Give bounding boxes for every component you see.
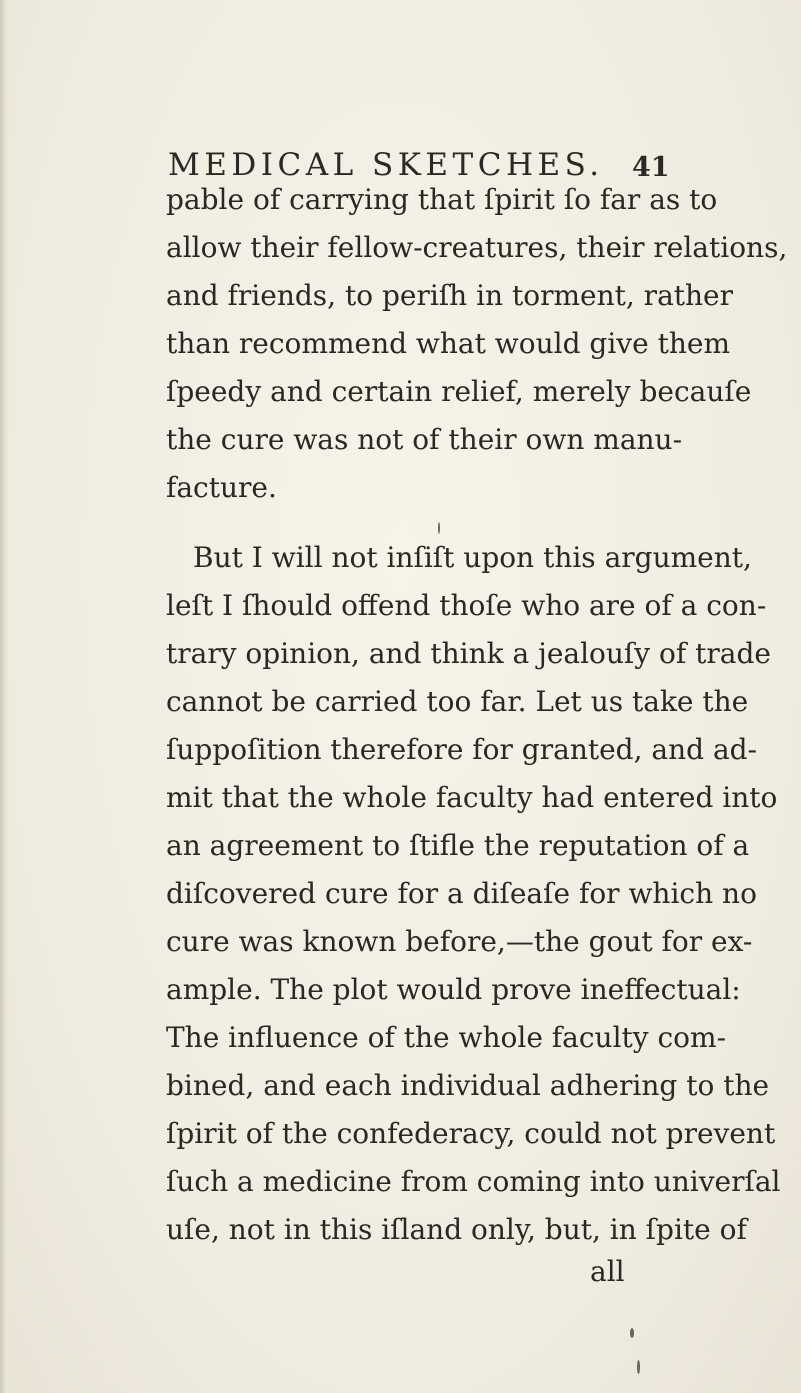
text-line: facture. [166, 471, 277, 504]
page-number: 41 [632, 152, 670, 183]
text-line: cure was known before,—the gout for ex- [166, 925, 753, 958]
text-line: an agreement to ſtifle the reputation of a [166, 829, 750, 862]
text-line: cannot be carried too far. Let us take the [166, 685, 749, 718]
text-line: pable of carrying that ſpirit ſo far as to [166, 183, 718, 216]
text-line: and friends, to periſh in torment, rather [166, 279, 733, 312]
paper-speck [438, 522, 440, 534]
page-binding-edge [0, 0, 10, 1393]
text-line: ample. The plot would prove ineffectual: [166, 973, 741, 1006]
text-line: uſe, not in this iſland only, but, in ſpite of [166, 1213, 747, 1246]
text-line: the cure was not of their own manu- [166, 423, 683, 456]
text-line: allow their fellow-creatures, their relations, [166, 231, 788, 264]
catchword: all [590, 1255, 625, 1288]
text-line: ſuppoſition therefore for granted, and ad- [166, 733, 758, 766]
text-line: leſt I ſhould offend thoſe who are of a con- [166, 589, 767, 622]
text-line: trary opinion, and think a jealouſy of trade [166, 637, 771, 670]
text-line: ſpeedy and certain relief, merely becauſe [166, 375, 752, 408]
text-line: But I will not inſiſt upon this argument, [193, 541, 752, 574]
text-line: The influence of the whole faculty com- [166, 1021, 727, 1054]
text-line: than recommend what would give them [166, 327, 730, 360]
text-line: ſuch a medicine from coming into univerſal [166, 1165, 781, 1198]
running-head: MEDICAL SKETCHES. [168, 147, 604, 183]
text-line: bined, and each individual adhering to the [166, 1069, 770, 1102]
text-line: mit that the whole faculty had entered into [166, 781, 778, 814]
text-line: ſpirit of the confederacy, could not prevent [166, 1117, 776, 1150]
paper-speck [637, 1360, 640, 1374]
text-line: diſcovered cure for a diſeaſe for which no [166, 877, 757, 910]
paper-speck [630, 1328, 634, 1338]
